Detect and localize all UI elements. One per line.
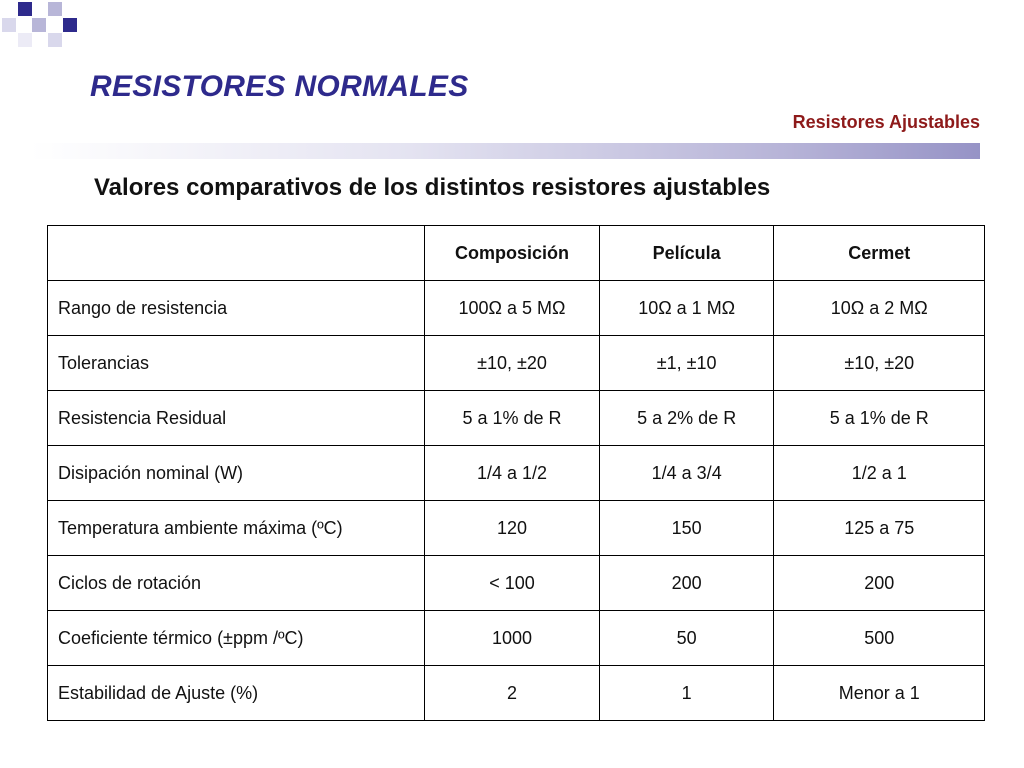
header-gradient-bar: [30, 143, 980, 159]
row-label: Tolerancias: [48, 336, 425, 391]
corner-square: [63, 18, 77, 32]
table-row: [48, 446, 985, 501]
corner-square: [48, 33, 62, 47]
table-cell: ±1, ±10: [599, 336, 774, 391]
table-cell: 1/4 a 3/4: [599, 446, 774, 501]
corner-square: [18, 2, 32, 16]
header-cell-empty: [48, 226, 425, 281]
header-cell-pelicula: Película: [599, 226, 774, 281]
table-cell: Menor a 1: [774, 666, 985, 721]
table-cell: 10Ω a 1 MΩ: [599, 281, 774, 336]
table-row: [48, 556, 985, 611]
row-label: Ciclos de rotación: [48, 556, 425, 611]
table-cell: ±10, ±20: [774, 336, 985, 391]
table-cell: 125 a 75: [774, 501, 985, 556]
table-cell: 200: [774, 556, 985, 611]
table-header-row: [48, 226, 985, 281]
table-cell: 200: [599, 556, 774, 611]
table-cell: 1/2 a 1: [774, 446, 985, 501]
corner-square: [2, 18, 16, 32]
slide-subtitle: Resistores Ajustables: [792, 112, 980, 132]
table-row: [48, 501, 985, 556]
table-cell: 5 a 1% de R: [425, 391, 600, 446]
table-row: [48, 391, 985, 446]
comparison-table: [47, 225, 985, 721]
row-label: Estabilidad de Ajuste (%): [48, 666, 425, 721]
table-cell: 5 a 2% de R: [599, 391, 774, 446]
table-cell: 10Ω a 2 MΩ: [774, 281, 985, 336]
header-cell-cermet: Cermet: [774, 226, 985, 281]
row-label: Disipación nominal (W): [48, 446, 425, 501]
table-cell: ±10, ±20: [425, 336, 600, 391]
table-row: [48, 666, 985, 721]
table-row: [48, 611, 985, 666]
header-cell-composicion: Composición: [425, 226, 600, 281]
table-cell: 50: [599, 611, 774, 666]
table-cell: 5 a 1% de R: [774, 391, 985, 446]
row-label: Rango de resistencia: [48, 281, 425, 336]
table-cell: 120: [425, 501, 600, 556]
table-cell: 1/4 a 1/2: [425, 446, 600, 501]
row-label: Temperatura ambiente máxima (ºC): [48, 501, 425, 556]
slide-title: RESISTORES NORMALES: [90, 70, 469, 103]
table-cell: < 100: [425, 556, 600, 611]
table-cell: 150: [599, 501, 774, 556]
table-row: [48, 336, 985, 391]
corner-square: [48, 2, 62, 16]
table-cell: 100Ω a 5 MΩ: [425, 281, 600, 336]
table-cell: 1: [599, 666, 774, 721]
table-row: [48, 281, 985, 336]
row-label: Resistencia Residual: [48, 391, 425, 446]
table-cell: 500: [774, 611, 985, 666]
table-cell: 2: [425, 666, 600, 721]
table-heading: Valores comparativos de los distintos resistores ajustables: [94, 174, 771, 201]
table-cell: 1000: [425, 611, 600, 666]
corner-square: [32, 18, 46, 32]
corner-square: [18, 33, 32, 47]
row-label: Coeficiente térmico (±ppm /ºC): [48, 611, 425, 666]
